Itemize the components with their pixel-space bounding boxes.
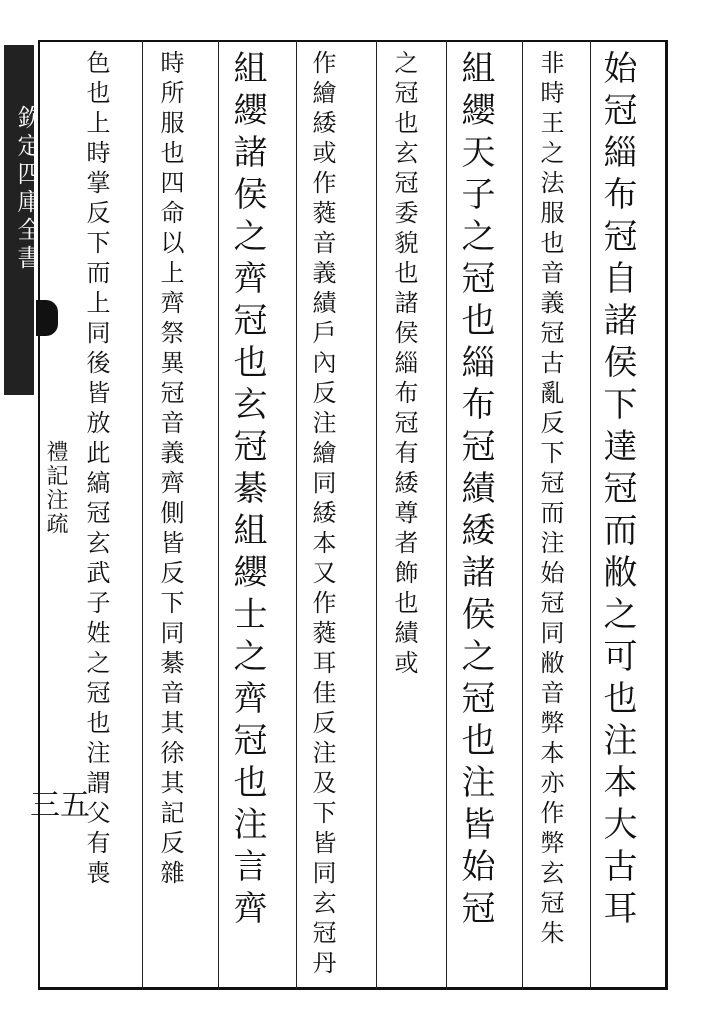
text-column-2: 非時王之法服也音義冠古亂反下冠而注始冠同敝音弊本亦作弊玄冠朱 <box>536 50 564 950</box>
margin-book-title: 禮記注疏 <box>43 440 68 536</box>
book-edge-strip <box>4 45 41 395</box>
page-number: 三五 <box>30 788 90 823</box>
column-rule <box>142 40 143 990</box>
column-rule <box>218 40 219 990</box>
column-rule <box>522 40 523 990</box>
column-rule <box>590 40 591 990</box>
text-column-7: 時所服也四命以上齊祭異冠音義齊側皆反下同綦音其徐其記反雜 <box>156 50 184 890</box>
text-column-4: 之冠也玄冠委貌也諸侯緇布冠有緌尊者飾也績或 <box>390 50 418 680</box>
text-column-5: 作繪緌或作蕤音義績戶內反注繪同緌本又作蕤耳佳反注及下皆同玄冠丹 <box>308 50 336 980</box>
column-rule <box>376 40 377 990</box>
book-edge-label: 欽定四庫全書 <box>13 105 41 273</box>
text-column-6: 組纓諸侯之齊冠也玄冠綦組纓士之齊冠也注言齊 <box>227 50 267 932</box>
column-rule <box>446 40 447 990</box>
text-column-1: 始冠緇布冠自諸侯下達冠而敝之可也注本大古耳 <box>597 50 637 932</box>
column-rule <box>296 40 297 990</box>
text-column-3: 組纓天子之冠也緇布冠績緌諸侯之冠也注皆始冠 <box>455 50 495 932</box>
text-frame <box>38 40 668 990</box>
text-column-8: 色也上時掌反下而上同後皆放此縞冠玄武子姓之冠也注謂父有喪 <box>82 50 110 890</box>
